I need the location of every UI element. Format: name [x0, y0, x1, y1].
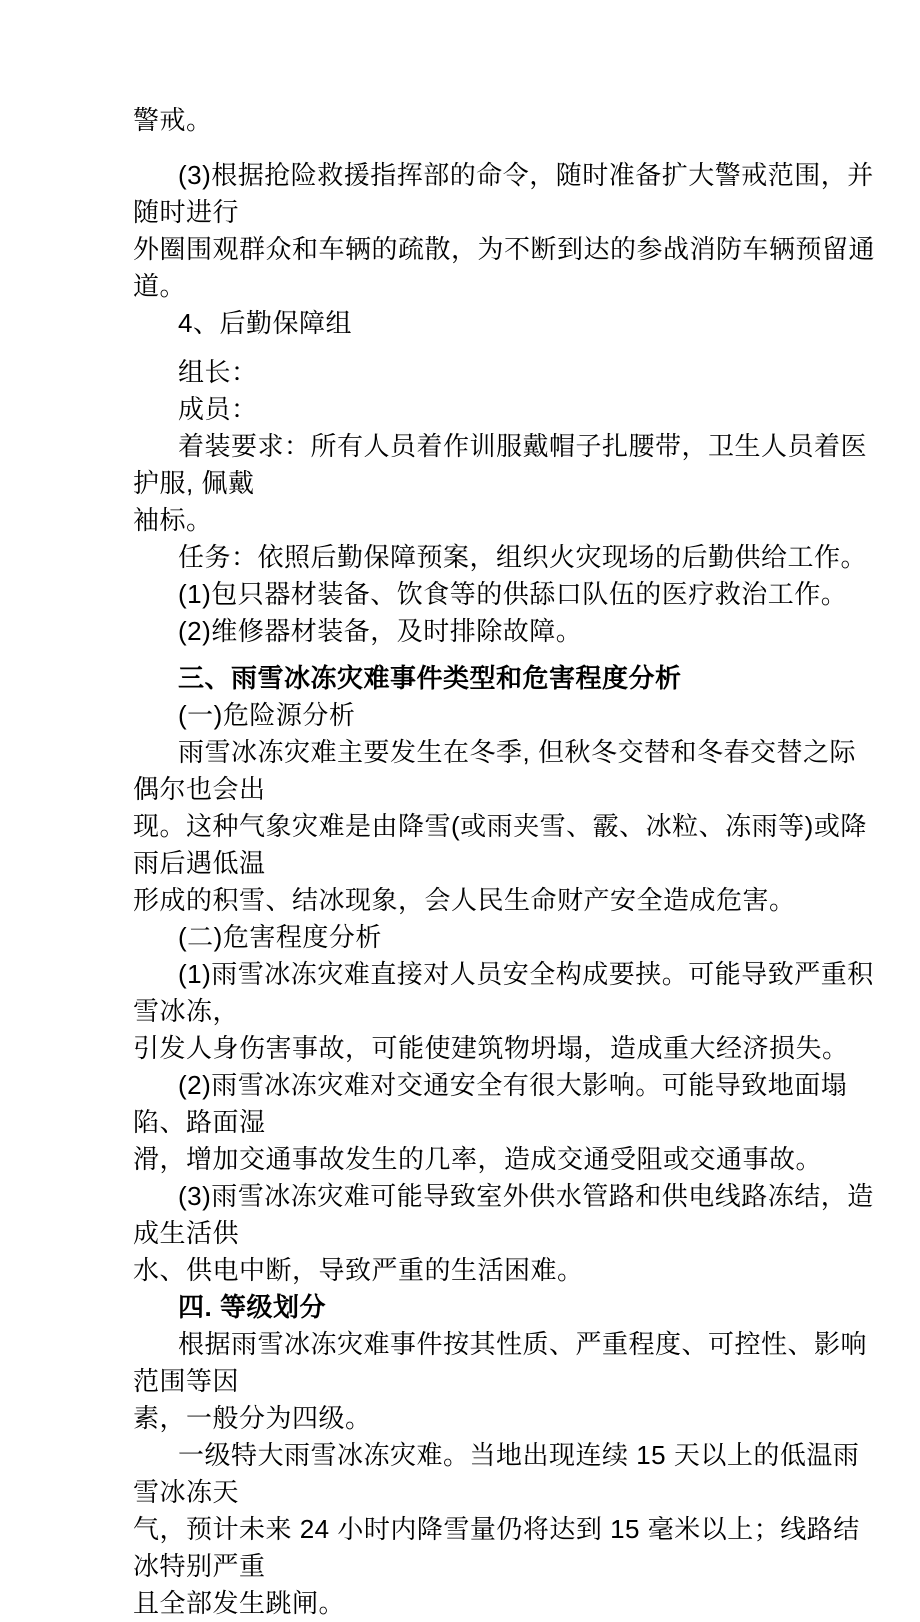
- subheading-hazard-source: (一)危险源分析: [178, 700, 356, 730]
- paragraph-continuation: 袖标。: [133, 505, 213, 535]
- paragraph-continuation: 滑，增加交通事故发生的几率，造成交通受阻或交通事故。: [133, 1144, 823, 1174]
- section-heading-3: 三、雨雪冰冻灾难事件类型和危害程度分析: [178, 663, 682, 693]
- paragraph-continuation: 且全部发生跳闸。: [133, 1588, 346, 1618]
- paragraph-continuation: 外圈围观群众和车辆的疏散，为不断到达的参战消防车辆预留通道。: [133, 234, 876, 301]
- paragraph-item-1: (1)包只器材装备、饮食等的供舔口队伍的医疗救治工作。: [178, 579, 848, 609]
- paragraph-item-2: (2)维修器材装备，及时排除故障。: [178, 616, 583, 646]
- paragraph-continuation: 形成的积雪、结冰现象，会人民生命财产安全造成危害。: [133, 885, 796, 915]
- subsection-heading-4: 4、后勤保障组: [178, 308, 352, 338]
- paragraph-continuation: 警戒。: [133, 105, 213, 135]
- paragraph-continuation: 引发人身伤害事故，可能使建筑物坍塌，造成重大经济损失。: [133, 1033, 849, 1063]
- subheading-harm-degree: (二)危害程度分析: [178, 922, 382, 952]
- paragraph-continuation: 水、供电中断，导致严重的生活困难。: [133, 1255, 584, 1285]
- paragraph-continuation: 气，预计未来 24 小时内降雪量仍将达到 15 毫米以上；线路结冰特别严重: [133, 1514, 860, 1581]
- paragraph-continuation: 现。这种气象灾难是由降雪(或雨夹雪、霰、冰粒、冻雨等)或降雨后遇低温: [133, 811, 867, 878]
- paragraph-body: 雨雪冰冻灾难主要发生在冬季, 但秋冬交替和冬春交替之际偶尔也会出: [133, 737, 856, 804]
- paragraph-task: 任务：依照后勤保障预案，组织火灾现场的后勤供给工作。: [178, 542, 868, 572]
- label-group-leader: 组长：: [178, 357, 258, 387]
- paragraph-dress-code: 着装要求：所有人员着作训服戴帽子扎腰带，卫生人员着医护服, 佩戴: [133, 431, 868, 498]
- paragraph-item-3: (3)根据抢险救援指挥部的命令，随时准备扩大警戒范围，并随时进行: [133, 160, 874, 227]
- paragraph-item-3: (3)雨雪冰冻灾难可能导致室外供水管路和供电线路冻结，造成生活供: [133, 1181, 874, 1248]
- paragraph-item-2: (2)雨雪冰冻灾难对交通安全有很大影响。可能导致地面塌陷、路面湿: [133, 1070, 848, 1137]
- paragraph-continuation: 素，一般分为四级。: [133, 1403, 372, 1433]
- paragraph-body: 根据雨雪冰冻灾难事件按其性质、严重程度、可控性、影响范围等因: [133, 1329, 868, 1396]
- paragraph-item-1: (1)雨雪冰冻灾难直接对人员安全构成要挟。可能导致严重积雪冰冻，: [133, 959, 874, 1026]
- label-members: 成员：: [178, 394, 258, 424]
- paragraph-level-one: 一级特大雨雪冰冻灾难。当地出现连续 15 天以上的低温雨雪冰冻天: [133, 1440, 860, 1507]
- section-heading-4: 四. 等级划分: [178, 1292, 326, 1322]
